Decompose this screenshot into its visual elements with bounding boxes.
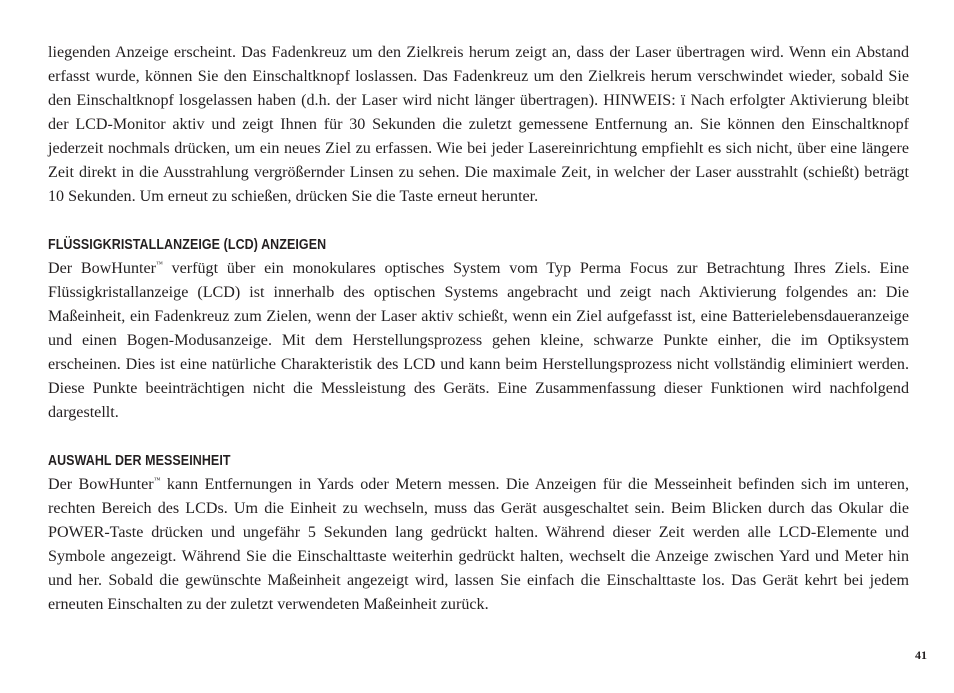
page-number: 41	[915, 648, 927, 662]
unit-lead-text: Der BowHunter	[48, 476, 154, 493]
unit-section-heading: AUSWAHL DER MESSEINHEIT	[48, 453, 231, 469]
unit-section-paragraph	[48, 473, 909, 617]
document-page	[48, 41, 909, 617]
lcd-section-heading: FLÜSSIGKRISTALLANZEIGE (LCD) ANZEIGEN	[48, 237, 327, 253]
lcd-lead-text: Der BowHunter	[48, 260, 156, 277]
intro-paragraph: liegenden Anzeige erscheint. Das Fadenkreuz um den Zielkreis herum zeigt an, dass der Laser übertragen wird. Wenn ein Abstand erfasst wurde, können Sie den Einschaltknopf loslassen. Das Fadenkreuz um den Zielkreis herum verschwindet wieder, sobald Sie den Einschaltknopf losgelassen haben (d.h. der Laser wird nicht länger übertragen). HINWEIS: ï Nach erfolgter Aktivierung bleibt der LCD-Monitor aktiv und zeigt Ihnen für 30 Sekunden die zuletzt gemessene Entfernung an. Sie können den Einschaltknopf jederzeit nochmals drücken, um ein neues Ziel zu erfassen. Wie bei jeder Lasereinrichtung empfiehlt es sich nicht, über eine längere Zeit direkt in die Ausstrahlung vergrößernder Linsen zu sehen. Die maximale Zeit, in welcher der Laser ausstrahlt (schießt) beträgt 10 Sekunden. Um erneut zu schießen, drücken Sie die Taste erneut herunter.	[48, 44, 909, 205]
section-spacer	[48, 209, 909, 233]
lcd-body-text: verfügt über ein monokulares optisches System vom Typ Perma Focus zur Betrachtung Ihres Ziels. Eine Flüssigkristallanzeige (LCD) ist innerhalb des optischen Systems angebracht und zeigt nach Aktivierung folgendes an: Die Maßeinheit, ein Fadenkreuz zum Zielen, wenn der Laser aktiv schießt, wenn ein Ziel aufgefasst ist, eine Batterielebensdaueranzeige und einen Bogen-Modusanzeige. Mit dem Herstellungsprozess gehen kleine, schwarze Punkte einher, die im Optiksystem erscheinen. Dies ist eine natürliche Charakteristik des LCD und kann beim Herstellungsprozess nicht vollständig eliminiert werden. Diese Punkte beeinträchtigen nicht die Messleistung des Geräts. Eine Zusammenfassung dieser Funktionen wird nachfolgend dargestellt.	[48, 260, 909, 421]
trademark-symbol: ™	[155, 260, 163, 268]
unit-body-text: kann Entfernungen in Yards oder Metern messen. Die Anzeigen für die Messeinheit befinden sich im unteren, rechten Bereich des LCDs. Um die Einheit zu wechseln, muss das Gerät ausgeschaltet sein. Beim Blicken durch das Okular die POWER-Taste drücken und ungefähr 5 Sekunden lang gedrückt halten. Während dieser Zeit werden alle LCD-Elemente und Symbole angezeigt. Während Sie die Einschalttaste weiterhin gedrückt halten, wechselt die Anzeige zwischen Yard und Meter hin und her. Sobald die gewünschte Maßeinheit angezeigt wird, lassen Sie einfach die Einschalttaste los. Das Gerät kehrt bei jedem erneuten Einschalten zu der zuletzt verwendeten Maßeinheit zurück.	[48, 476, 909, 613]
lcd-section-paragraph	[48, 257, 909, 425]
trademark-symbol: ™	[153, 476, 161, 484]
section-spacer	[48, 425, 909, 449]
